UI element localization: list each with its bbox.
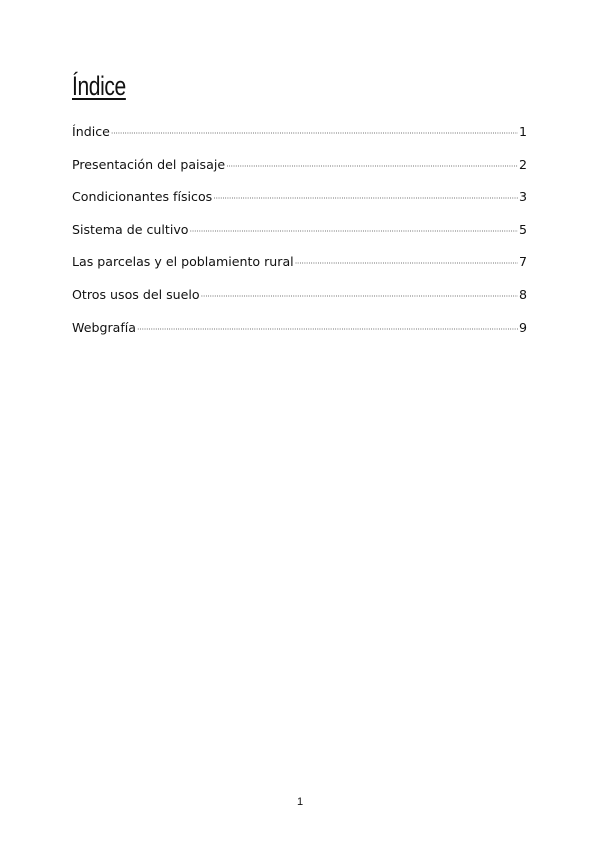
toc-entry-page: 5	[518, 221, 527, 237]
toc-dot-leader	[111, 122, 518, 144]
footer-page-number: 1	[296, 796, 304, 808]
toc-entry-presentacion[interactable]	[72, 155, 527, 188]
page-title: Índice	[72, 71, 126, 101]
toc-entry-page: 7	[518, 254, 527, 270]
toc-entry-page: 2	[518, 156, 527, 172]
toc-dot-leader	[189, 220, 518, 242]
toc-entry-label: Webgrafía	[72, 319, 136, 335]
toc-entry-label: Sistema de cultivo	[72, 221, 189, 237]
toc-entry-label: Índice	[72, 124, 110, 139]
toc-entry-page: 3	[518, 189, 527, 205]
toc-dot-leader	[295, 252, 518, 274]
toc-entry-otros-usos[interactable]	[72, 285, 527, 318]
toc-entry-label: Condicionantes físicos	[72, 189, 213, 205]
toc-entry-label: Otros usos del suelo	[72, 286, 200, 302]
toc-entry-sistema-cultivo[interactable]	[72, 220, 527, 253]
table-of-contents	[72, 122, 527, 350]
toc-dot-leader	[213, 187, 518, 209]
toc-dot-leader	[137, 318, 518, 340]
toc-entry-page: 8	[518, 286, 527, 302]
toc-dot-leader	[226, 155, 518, 177]
toc-entry-webgrafia[interactable]	[72, 318, 527, 351]
toc-entry-parcelas[interactable]	[72, 252, 527, 285]
toc-entry-page: 9	[518, 319, 527, 335]
toc-entry-page: 1	[518, 124, 527, 139]
toc-entry-condicionantes[interactable]	[72, 187, 527, 220]
toc-dot-leader	[201, 285, 518, 307]
toc-entry-label: Las parcelas y el poblamiento rural	[72, 254, 294, 270]
toc-entry-indice[interactable]	[72, 122, 527, 155]
toc-entry-label: Presentación del paisaje	[72, 156, 226, 172]
